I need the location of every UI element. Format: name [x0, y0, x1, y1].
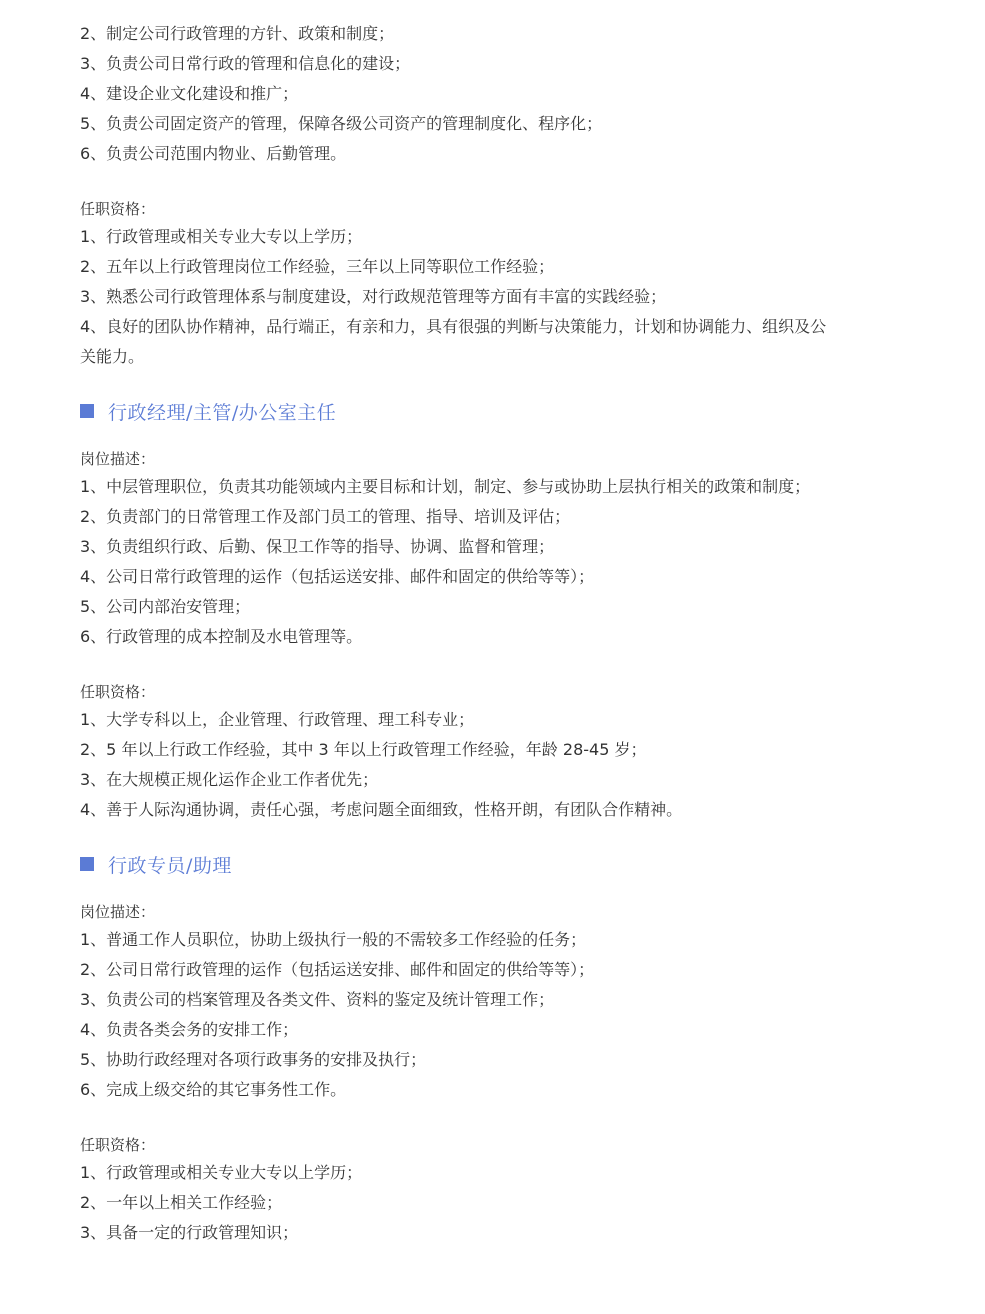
list-item: 2、5 年以上行政工作经验，其中 3 年以上行政管理工作经验，年龄 28-45 岁； [80, 740, 647, 759]
list-item: 3、在大规模正规化运作企业工作者优先； [80, 770, 379, 789]
list-item: 2、制定公司行政管理的方针、政策和制度； [80, 24, 395, 43]
assistant-description-label: 岗位描述： [80, 903, 156, 921]
article-body [80, 19, 860, 1248]
section-title-assistant [80, 849, 860, 879]
section-title-manager [80, 396, 860, 426]
list-item: 6、负责公司范围内物业、后勤管理。 [80, 144, 347, 163]
square-bullet-icon [80, 857, 94, 871]
list-item: 5、公司内部治安管理； [80, 597, 251, 616]
list-item: 2、负责部门的日常管理工作及部门员工的管理、指导、培训及评估； [80, 507, 571, 526]
list-item: 5、负责公司固定资产的管理，保障各级公司资产的管理制度化、程序化； [80, 114, 603, 133]
list-item: 4、公司日常行政管理的运作（包括运送安排、邮件和固定的供给等等）； [80, 567, 595, 586]
list-item: 6、完成上级交给的其它事务性工作。 [80, 1080, 347, 1099]
square-bullet-icon [80, 404, 94, 418]
list-item: 6、行政管理的成本控制及水电管理等。 [80, 627, 363, 646]
list-item: 4、良好的团队协作精神，品行端正，有亲和力，具有很强的判断与决策能力，计划和协调能力、组织及公关能力。 [80, 317, 827, 366]
intro-duties-list [80, 19, 860, 169]
list-item: 3、具备一定的行政管理知识； [80, 1223, 299, 1242]
assistant-qualifications-list [80, 1158, 860, 1248]
assistant-qualifications-label: 任职资格： [80, 1136, 156, 1154]
manager-description-label: 岗位描述： [80, 450, 156, 468]
list-item: 4、善于人际沟通协调，责任心强，考虑问题全面细致，性格开朗，有团队合作精神。 [80, 800, 683, 819]
section-title-text: 行政专员/助理 [108, 854, 232, 877]
list-item: 2、一年以上相关工作经验； [80, 1193, 283, 1212]
intro-qualifications-label: 任职资格： [80, 200, 156, 218]
list-item: 1、普通工作人员职位，协助上级执行一般的不需较多工作经验的任务； [80, 930, 587, 949]
manager-qualifications-list [80, 705, 860, 825]
list-item: 1、行政管理或相关专业大专以上学历； [80, 1163, 363, 1182]
manager-description-list [80, 472, 860, 652]
list-item: 3、负责公司的档案管理及各类文件、资料的鉴定及统计管理工作； [80, 990, 555, 1009]
list-item: 3、熟悉公司行政管理体系与制度建设，对行政规范管理等方面有丰富的实践经验； [80, 287, 667, 306]
manager-qualifications-label: 任职资格： [80, 683, 156, 701]
list-item: 1、行政管理或相关专业大专以上学历； [80, 227, 363, 246]
section-title-text: 行政经理/主管/办公室主任 [108, 401, 337, 424]
list-item: 1、中层管理职位，负责其功能领域内主要目标和计划，制定、参与或协助上层执行相关的政策和制度； [80, 477, 811, 496]
list-item: 5、协助行政经理对各项行政事务的安排及执行； [80, 1050, 427, 1069]
list-item: 4、负责各类会务的安排工作； [80, 1020, 299, 1039]
intro-qualifications-list [80, 222, 860, 372]
list-item: 3、负责组织行政、后勤、保卫工作等的指导、协调、监督和管理； [80, 537, 555, 556]
list-item: 4、建设企业文化建设和推广； [80, 84, 299, 103]
assistant-description-list [80, 925, 860, 1105]
list-item: 2、五年以上行政管理岗位工作经验，三年以上同等职位工作经验； [80, 257, 555, 276]
list-item: 2、公司日常行政管理的运作（包括运送安排、邮件和固定的供给等等）； [80, 960, 595, 979]
list-item: 1、大学专科以上，企业管理、行政管理、理工科专业； [80, 710, 475, 729]
list-item: 3、负责公司日常行政的管理和信息化的建设； [80, 54, 411, 73]
